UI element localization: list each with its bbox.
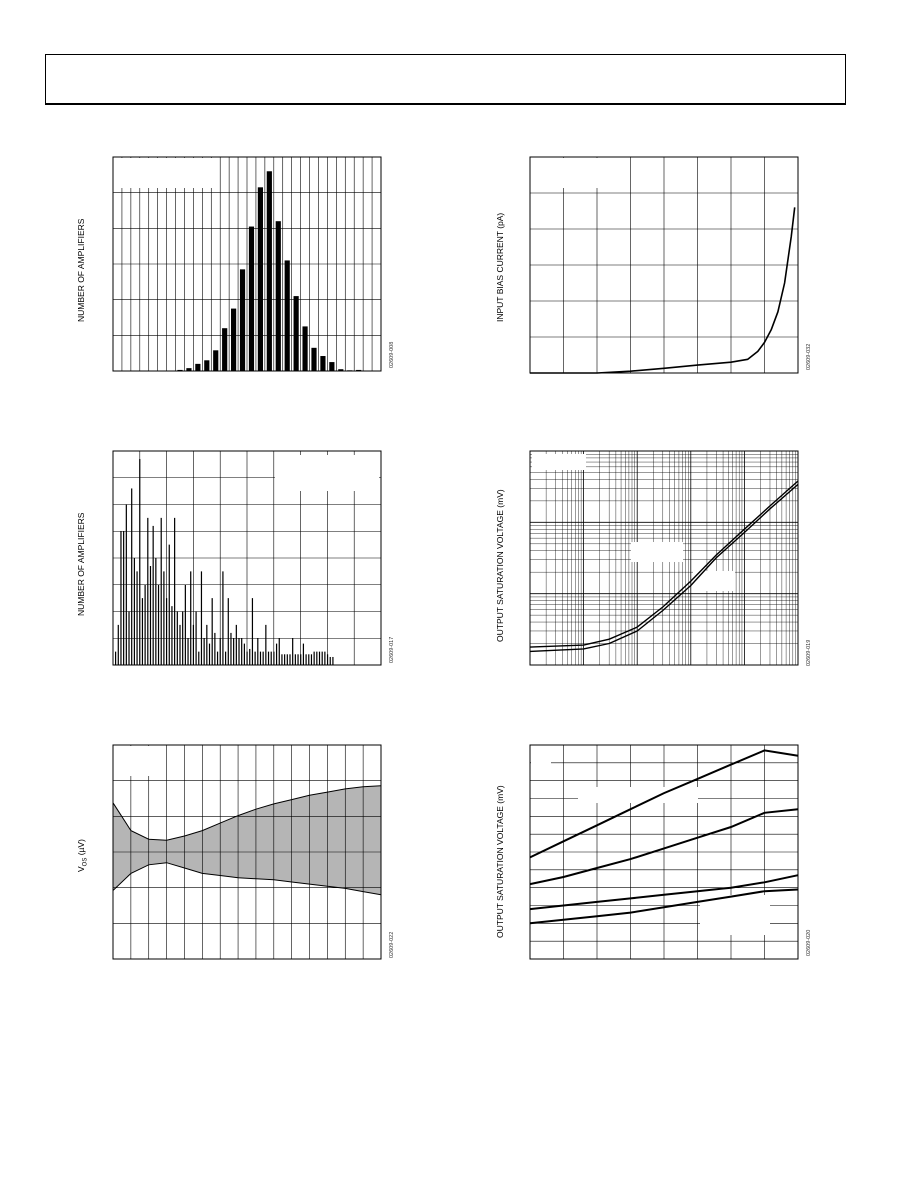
fig5-ylabel-main: V bbox=[76, 866, 86, 872]
fig3-bar bbox=[190, 571, 191, 665]
fig3-bar bbox=[297, 654, 298, 665]
fig3-bar bbox=[182, 612, 183, 666]
fig3-legend-box bbox=[275, 455, 379, 491]
fig3-bar bbox=[206, 625, 207, 665]
fig3-bar bbox=[268, 652, 269, 665]
fig1-bar bbox=[222, 328, 227, 371]
fig4-ylabel: OUTPUT SATURATION VOLTAGE (mV) bbox=[495, 489, 505, 642]
fig3-bar bbox=[185, 585, 186, 665]
fig1-bar bbox=[204, 360, 209, 371]
fig3-bar bbox=[209, 644, 210, 665]
fig1-bar bbox=[311, 348, 316, 371]
fig3-bar bbox=[322, 652, 323, 665]
fig3-bar bbox=[295, 654, 296, 665]
fig3-bar bbox=[171, 606, 172, 665]
fig3-bar bbox=[263, 652, 264, 665]
fig1-bar bbox=[249, 227, 254, 371]
fig3-bar bbox=[166, 598, 167, 665]
fig1-bar bbox=[195, 364, 200, 371]
fig3-bar bbox=[305, 654, 306, 665]
fig3-bar bbox=[316, 652, 317, 665]
fig3-bar bbox=[289, 654, 290, 665]
fig3-bar bbox=[228, 598, 229, 665]
fig3-bar bbox=[145, 585, 146, 665]
fig3-bar bbox=[177, 612, 178, 666]
fig3-bar bbox=[230, 633, 231, 665]
fig3-bar bbox=[204, 638, 205, 665]
fig3-bar bbox=[142, 598, 143, 665]
fig2-legend-box bbox=[545, 158, 625, 188]
fig3-bar bbox=[147, 518, 148, 665]
fig3-bar bbox=[174, 518, 175, 665]
fig1-bar bbox=[231, 309, 236, 371]
fig3-bar bbox=[314, 652, 315, 665]
fig1-bar bbox=[258, 187, 263, 371]
fig3-bar bbox=[118, 625, 119, 665]
fig3-bar bbox=[128, 612, 129, 666]
fig6-legend-box-3 bbox=[700, 895, 770, 935]
fig3-bar bbox=[153, 526, 154, 665]
fig3-bar bbox=[249, 649, 250, 665]
fig3-bar bbox=[126, 505, 127, 666]
fig1-bar bbox=[320, 356, 325, 371]
fig3-bar bbox=[139, 459, 140, 665]
fig6-ylabel: OUTPUT SATURATION VOLTAGE (mV) bbox=[495, 785, 505, 938]
fig3-bar bbox=[292, 638, 293, 665]
fig1-legend-box bbox=[114, 158, 214, 188]
fig3-bar bbox=[308, 654, 309, 665]
fig3-bar bbox=[265, 625, 266, 665]
fig2-ylabel: INPUT BIAS CURRENT (pA) bbox=[495, 212, 505, 322]
fig6-legend-box-2 bbox=[578, 787, 698, 803]
fig3-bar bbox=[273, 652, 274, 665]
fig3-bar bbox=[287, 654, 288, 665]
fig3-bar bbox=[233, 638, 234, 665]
fig4-series-line-2 bbox=[530, 484, 798, 651]
fig3-bar bbox=[324, 652, 325, 665]
fig3-bar bbox=[161, 518, 162, 665]
fig3-bar bbox=[158, 585, 159, 665]
fig1-bar bbox=[302, 326, 307, 371]
fig3-bar bbox=[236, 625, 237, 665]
fig3-bar bbox=[131, 488, 132, 665]
fig1-bar bbox=[294, 296, 299, 371]
fig3-bar bbox=[279, 638, 280, 665]
fig1-ylabel: NUMBER OF AMPLIFIERS bbox=[76, 218, 86, 322]
fig3-bar bbox=[319, 652, 320, 665]
fig1-bar bbox=[276, 221, 281, 371]
fig3-bar bbox=[246, 652, 247, 665]
fig3-ylabel: NUMBER OF AMPLIFIERS bbox=[76, 512, 86, 616]
fig3-bar bbox=[136, 571, 137, 665]
fig2-series-line bbox=[530, 207, 795, 373]
fig3-bar bbox=[187, 638, 188, 665]
fig5-legend-box bbox=[114, 746, 154, 776]
fig3-bar bbox=[193, 625, 194, 665]
fig4-legend-box-2 bbox=[631, 542, 683, 562]
fig2-code: 02609-032 bbox=[806, 343, 812, 370]
fig3-bar bbox=[332, 657, 333, 665]
fig5-ylabel bbox=[76, 839, 89, 872]
fig3-bar bbox=[179, 625, 180, 665]
fig3-bar bbox=[255, 652, 256, 665]
fig3-bar bbox=[222, 571, 223, 665]
fig3-bar bbox=[252, 598, 253, 665]
fig3-bar bbox=[271, 652, 272, 665]
fig3-bar bbox=[163, 571, 164, 665]
fig3-bar bbox=[330, 657, 331, 665]
fig1-bar bbox=[285, 260, 290, 371]
fig3-bar bbox=[169, 545, 170, 665]
fig3-bar bbox=[212, 598, 213, 665]
fig5-code: 02609-022 bbox=[389, 931, 395, 958]
fig1-bar bbox=[213, 350, 218, 371]
fig1-bar bbox=[267, 171, 272, 371]
fig4-legend-box-1 bbox=[532, 454, 586, 470]
fig3-bar bbox=[120, 531, 121, 665]
fig6-code: 02609-020 bbox=[806, 929, 812, 956]
fig3-bar bbox=[201, 571, 202, 665]
fig3-bar bbox=[123, 531, 124, 665]
fig5-ylabel-sub: OS bbox=[82, 857, 89, 867]
fig4-legend-box-3 bbox=[693, 571, 735, 591]
fig4-code: 02609-019 bbox=[806, 639, 812, 666]
fig3-bar bbox=[257, 638, 258, 665]
fig3-bar bbox=[284, 654, 285, 665]
fig3-bar bbox=[198, 652, 199, 665]
fig3-bar bbox=[260, 652, 261, 665]
fig3-bar bbox=[311, 654, 312, 665]
fig6-legend-box-1 bbox=[531, 759, 551, 779]
fig3-bar bbox=[303, 644, 304, 665]
fig3-bar bbox=[300, 654, 301, 665]
fig3-bar bbox=[276, 644, 277, 665]
fig3-bar bbox=[241, 638, 242, 665]
fig5-ylabel-rest: (µV) bbox=[76, 839, 86, 858]
fig3-bar bbox=[238, 638, 239, 665]
fig3-bar bbox=[134, 558, 135, 665]
fig3-bar bbox=[155, 558, 156, 665]
fig3-bar bbox=[281, 654, 282, 665]
fig1-code: 02609-008 bbox=[389, 341, 395, 368]
fig3-bar bbox=[220, 638, 221, 665]
fig3-bar bbox=[225, 652, 226, 665]
fig3-bar bbox=[195, 612, 196, 666]
fig3-bar bbox=[244, 644, 245, 665]
fig3-code: 02609-017 bbox=[389, 636, 395, 663]
fig3-bar bbox=[150, 566, 151, 665]
fig3-bar bbox=[217, 652, 218, 665]
fig1-bar bbox=[240, 269, 245, 371]
fig3-bar bbox=[214, 633, 215, 665]
fig3-bar bbox=[115, 652, 116, 665]
fig1-bar bbox=[329, 362, 334, 371]
fig3-bar bbox=[327, 654, 328, 665]
